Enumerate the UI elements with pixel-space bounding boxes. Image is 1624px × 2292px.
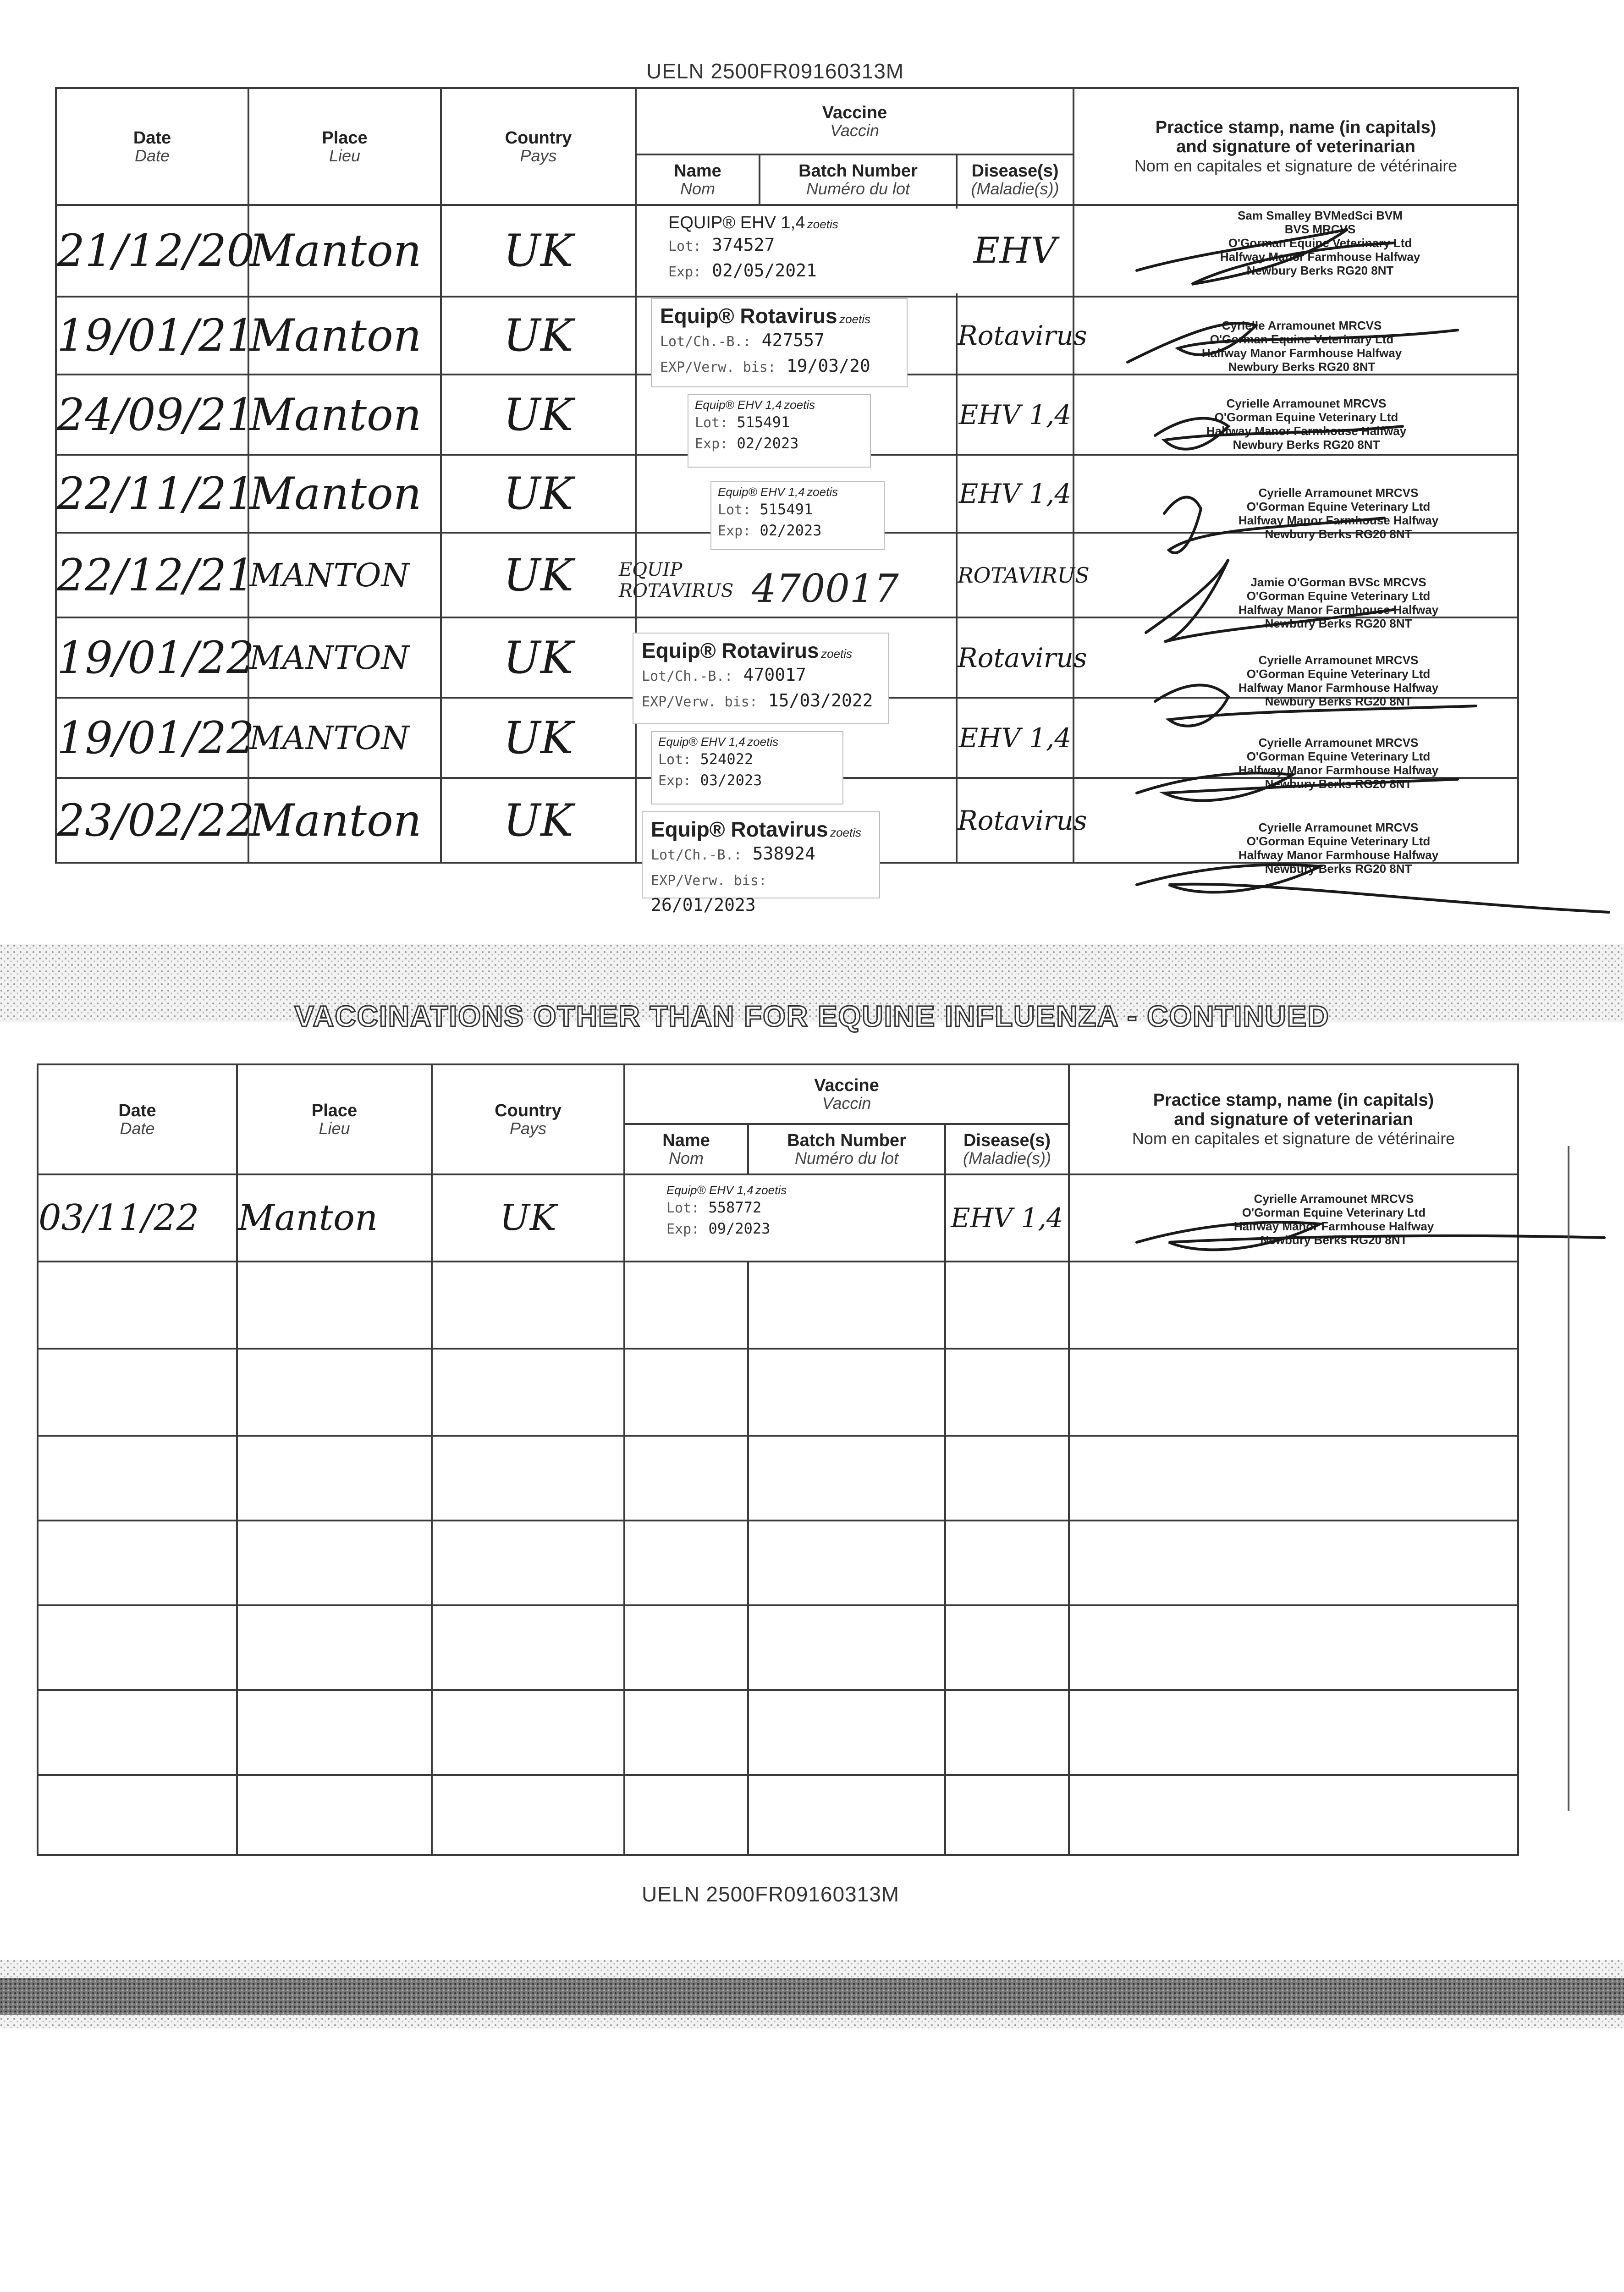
vet-stamp: Sam Smalley BVMedSci BVM BVS MRCVS O'Gorman Equine Veterinary Ltd Halfway Manor Farmhouse Halfway Newbury Berks RG20 8NT	[1220, 209, 1420, 277]
vet-stamp: Cyrielle Arramounet MRCVS O'Gorman Equine Veterinary Ltd Halfway Manor Farmhouse Halfway Newbury Berks RG20 8NT	[1238, 736, 1439, 791]
header-practice: Practice stamp, name (in capitals) and signature of veterinarian Nom en capitales et signature de vétérinaire	[1069, 1064, 1518, 1174]
row-disease: ROTAVIRUS	[957, 533, 1073, 617]
table-row-empty	[38, 1436, 1518, 1521]
section-title: VACCINATIONS OTHER THAN FOR EQUINE INFLUENZA - CONTINUED	[294, 1000, 1330, 1033]
ueln-bottom: UELN 2500FR09160313M	[642, 1882, 900, 1906]
header-batch: Batch Number Numéro du lot	[748, 1124, 945, 1174]
row-date: 22/11/21	[56, 455, 248, 533]
table-row-empty	[38, 1690, 1518, 1775]
row-place: Manton	[248, 455, 441, 533]
header-name: Name Nom	[636, 154, 760, 205]
row-country: UK	[441, 778, 636, 863]
row-place: Manton	[248, 375, 441, 455]
row-country: UK	[441, 617, 636, 698]
row-place: Manton	[248, 778, 441, 863]
header-date: Date Date	[38, 1064, 237, 1174]
row-country: UK	[432, 1174, 624, 1262]
row-disease: EHV 1,4	[957, 375, 1073, 455]
header-place: Place Lieu	[237, 1064, 432, 1174]
row-place: MANTON	[248, 533, 441, 617]
row-disease: EHV 1,4	[945, 1174, 1069, 1262]
table-row-empty	[38, 1349, 1518, 1436]
header-date: Date Date	[56, 88, 248, 205]
row-date: 24/09/21	[56, 375, 248, 455]
row-disease: EHV 1,4	[957, 698, 1073, 778]
header-vaccine: Vaccine Vaccin	[636, 88, 1073, 154]
row-place: Manton	[237, 1174, 432, 1262]
header-disease: Disease(s) (Maladie(s))	[957, 154, 1073, 205]
row-disease: Rotavirus	[957, 778, 1073, 863]
row-date: 19/01/22	[56, 698, 248, 778]
signature-scribbles-table-1	[1109, 197, 1613, 940]
table-row-empty	[38, 1775, 1518, 1855]
row-place: MANTON	[248, 698, 441, 778]
vet-stamp: Cyrielle Arramounet MRCVS O'Gorman Equine Veterinary Ltd Halfway Manor Farmhouse Halfway Newbury Berks RG20 8NT	[1201, 319, 1402, 374]
vaccine-label: Equip® EHV 1,4 zoetis Lot: 524022 Exp: 03/2023	[651, 731, 843, 804]
vet-stamp: Cyrielle Arramounet MRCVS O'Gorman Equine Veterinary Ltd Halfway Manor Farmhouse Halfway Newbury Berks RG20 8NT	[1233, 1192, 1434, 1247]
vaccine-label: Equip® Rotavirus zoetis Lot/Ch.-B.: 427557 EXP/Verw. bis: 19/03/20	[651, 298, 908, 387]
row-place: MANTON	[248, 617, 441, 698]
table-row-empty	[38, 1521, 1518, 1605]
header-name: Name Nom	[624, 1124, 748, 1174]
vet-stamp: Jamie O'Gorman BVSc MRCVS O'Gorman Equine Veterinary Ltd Halfway Manor Farmhouse Halfway Newbury Berks RG20 8NT	[1238, 575, 1439, 630]
vaccine-label: Equip® EHV 1,4 zoetis Lot: 515491 Exp: 02/2023	[688, 394, 871, 468]
handwritten-vaccine-name: EQUIP ROTAVIRUS	[619, 559, 734, 601]
row-country: UK	[441, 698, 636, 778]
header-vaccine: Vaccine Vaccin	[624, 1064, 1069, 1124]
row-date: 23/02/22	[56, 778, 248, 863]
row-disease: Rotavirus	[957, 617, 1073, 698]
vet-stamp: Cyrielle Arramounet MRCVS O'Gorman Equine Veterinary Ltd Halfway Manor Farmhouse Halfway Newbury Berks RG20 8NT	[1238, 821, 1439, 876]
row-date: 19/01/22	[56, 617, 248, 698]
vaccine-label: Equip® Rotavirus zoetis Lot/Ch.-B.: 538924 EXP/Verw. bis: 26/01/2023	[642, 811, 880, 898]
header-place: Place Lieu	[248, 88, 441, 205]
signature-scribble-table-2	[1109, 1192, 1613, 1284]
row-disease: EHV 1,4	[957, 455, 1073, 533]
page-mark	[1568, 1146, 1569, 1811]
header-country: Country Pays	[441, 88, 636, 205]
vaccine-label: EQUIP® EHV 1,4 zoetis Lot: 374527 Exp: 02/05/2021	[660, 209, 963, 293]
row-date: 22/12/21	[56, 533, 248, 617]
vet-stamp: Cyrielle Arramounet MRCVS O'Gorman Equine Veterinary Ltd Halfway Manor Farmhouse Halfway Newbury Berks RG20 8NT	[1206, 397, 1407, 452]
vet-stamp: Cyrielle Arramounet MRCVS O'Gorman Equine Veterinary Ltd Halfway Manor Farmhouse Halfway Newbury Berks RG20 8NT	[1238, 486, 1439, 541]
row-disease: Rotavirus	[957, 297, 1073, 375]
header-disease: Disease(s) (Maladie(s))	[945, 1124, 1069, 1174]
row-country: UK	[441, 533, 636, 617]
row-country: UK	[441, 455, 636, 533]
header-batch: Batch Number Numéro du lot	[760, 154, 957, 205]
row-country: UK	[441, 297, 636, 375]
header-country: Country Pays	[432, 1064, 624, 1174]
row-country: UK	[441, 375, 636, 455]
table-row-empty	[38, 1605, 1518, 1690]
row-date: 19/01/21	[56, 297, 248, 375]
row-date: 21/12/20	[56, 205, 248, 297]
row-date: 03/11/22	[38, 1174, 237, 1262]
row-disease: EHV	[957, 205, 1073, 297]
vaccine-label: Equip® EHV 1,4 zoetis Lot: 515491 Exp: 02/2023	[710, 481, 885, 550]
vaccine-label: Equip® EHV 1,4 zoetis Lot: 558772 Exp: 09/2023	[660, 1180, 843, 1254]
handwritten-batch-number: 470017	[752, 566, 899, 611]
header-practice: Practice stamp, name (in capitals) and signature of veterinarian Nom en capitales et signature de vétérinaire	[1073, 88, 1518, 205]
row-place: Manton	[248, 297, 441, 375]
scan-noise-band-bottom	[0, 1960, 1624, 2028]
ueln-top: UELN 2500FR09160313M	[646, 59, 904, 83]
row-place: Manton	[248, 205, 441, 297]
vaccine-label: Equip® Rotavirus zoetis Lot/Ch.-B.: 470017 EXP/Verw. bis: 15/03/2022	[633, 633, 889, 724]
vet-stamp: Cyrielle Arramounet MRCVS O'Gorman Equine Veterinary Ltd Halfway Manor Farmhouse Halfway Newbury Berks RG20 8NT	[1238, 653, 1439, 708]
row-country: UK	[441, 205, 636, 297]
